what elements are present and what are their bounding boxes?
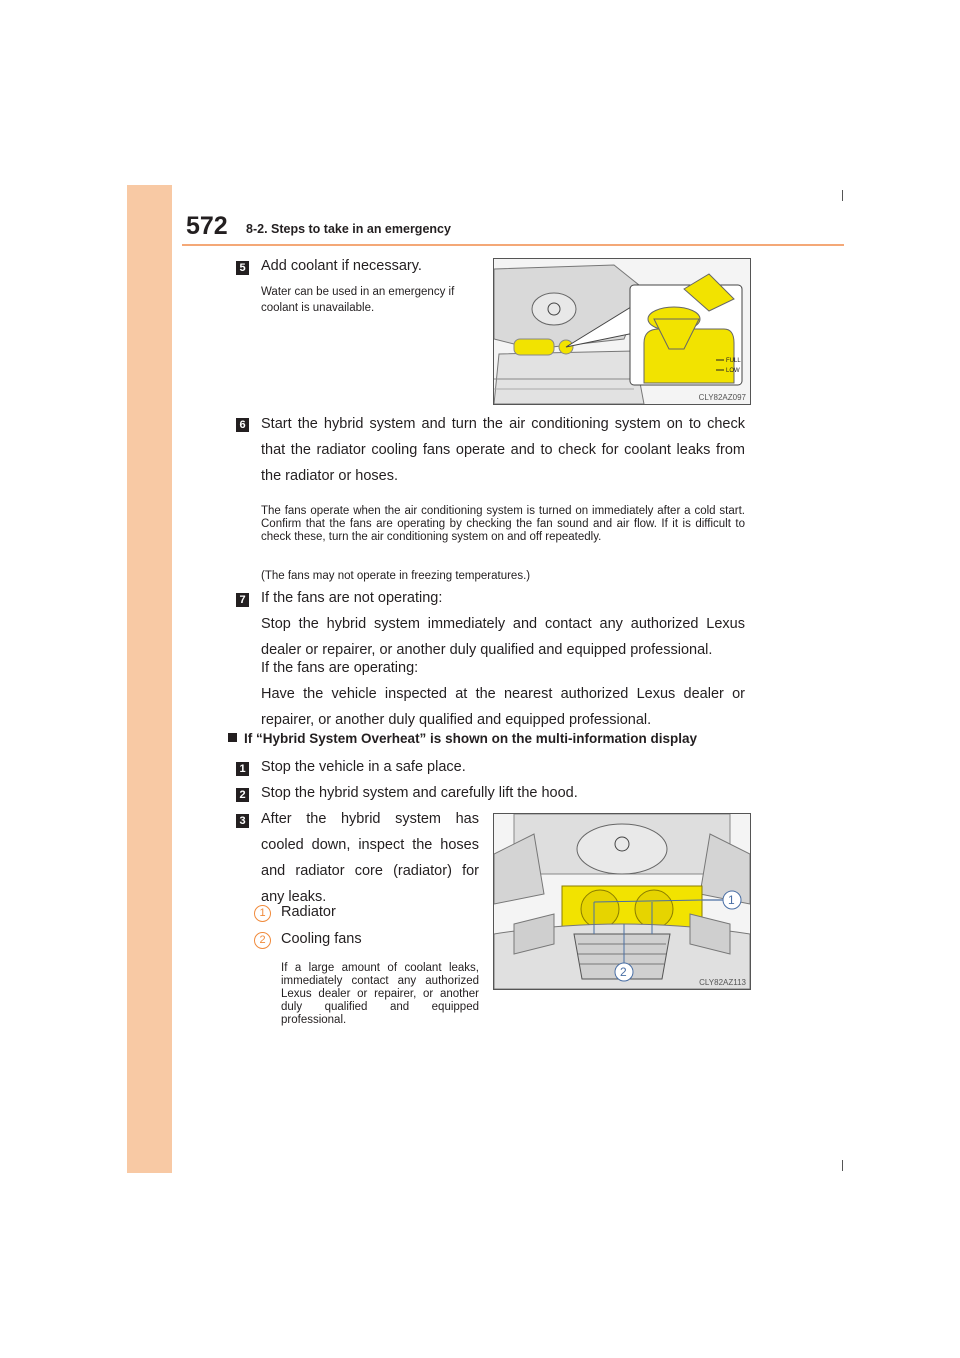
section-heading-text: If “Hybrid System Overheat” is shown on the multi-information display [244, 731, 698, 746]
chapter-sidebar-tab [127, 185, 172, 1173]
section2-step-2-text: Stop the hybrid system and carefully lift the hood. [261, 785, 578, 801]
crop-mark-bottom [842, 1160, 843, 1171]
figure-coolant-refill [493, 258, 751, 405]
callout-1-icon: 1 [254, 905, 271, 922]
bullet-square-icon [228, 733, 237, 742]
step-5-text: Add coolant if necessary. [261, 258, 422, 274]
section-heading-overheat [228, 731, 697, 746]
figure-code: CLY82AZ113 [699, 978, 746, 987]
section2-step-3-text: After the hybrid system has cooled down, inspect the hoses and radiator core (radiator) for any leaks. [261, 811, 479, 905]
step-6-text: Start the hybrid system and turn the air conditioning system on to check that the radiator cooling fans operate and to check for coolant leaks from the radiator or hoses. [261, 416, 745, 484]
engine-bay-illustration [494, 259, 750, 404]
header-rule [182, 244, 844, 246]
crop-mark-top [842, 190, 843, 201]
section2-step-3-note: If a large amount of coolant leaks, immediately contact any authorized Lexus dealer or repairer, or another duly qualified and equipped professional. [281, 962, 479, 1026]
callout-2-icon: 2 [254, 932, 271, 949]
section-title: 8-2. Steps to take in an emergency [246, 222, 451, 236]
step-6-note: The fans operate when the air conditioning system is turned on immediately after a cold start. Confirm that the fans are operating by checking the fan sound and air flow. If it is difficult to check these, turn the air conditioning system on and off repeatedly. [261, 505, 745, 543]
page-number: 572 [186, 212, 228, 240]
step-7-condition-operating: If the fans are operating: [261, 660, 419, 676]
fill-line-full-label: FULL [726, 358, 741, 364]
section2-step-1-text: Stop the vehicle in a safe place. [261, 759, 466, 775]
step-5-note: Water can be used in an emergency if coolant is unavailable. [261, 286, 455, 314]
figure-radiator-fans [493, 813, 751, 990]
step-7-text-not-operating: Stop the hybrid system immediately and contact any authorized Lexus dealer or repairer, or another duly qualified and equipped professional. [261, 616, 745, 658]
figure-callout-2: 2 [620, 965, 627, 979]
step-number-5: 5 [236, 261, 249, 275]
step-number-1: 1 [236, 762, 249, 776]
step-7-text-operating: Have the vehicle inspected at the nearest authorized Lexus dealer or repairer, or another duly qualified and equipped professional. [261, 686, 745, 728]
fill-line-low-label: LOW [726, 368, 740, 374]
step-number-7: 7 [236, 593, 249, 607]
callout-2-label: Cooling fans [281, 931, 362, 947]
figure-code: CLY82AZ097 [698, 393, 746, 402]
step-number-3: 3 [236, 814, 249, 828]
figure-callout-1: 1 [728, 893, 735, 907]
step-7-condition-not-operating: If the fans are not operating: [261, 590, 443, 606]
step-6-note-freezing: (The fans may not operate in freezing temperatures.) [261, 570, 531, 582]
step-number-6: 6 [236, 418, 249, 432]
radiator-illustration [494, 814, 750, 989]
callout-1-label: Radiator [281, 904, 336, 920]
step-number-2: 2 [236, 788, 249, 802]
